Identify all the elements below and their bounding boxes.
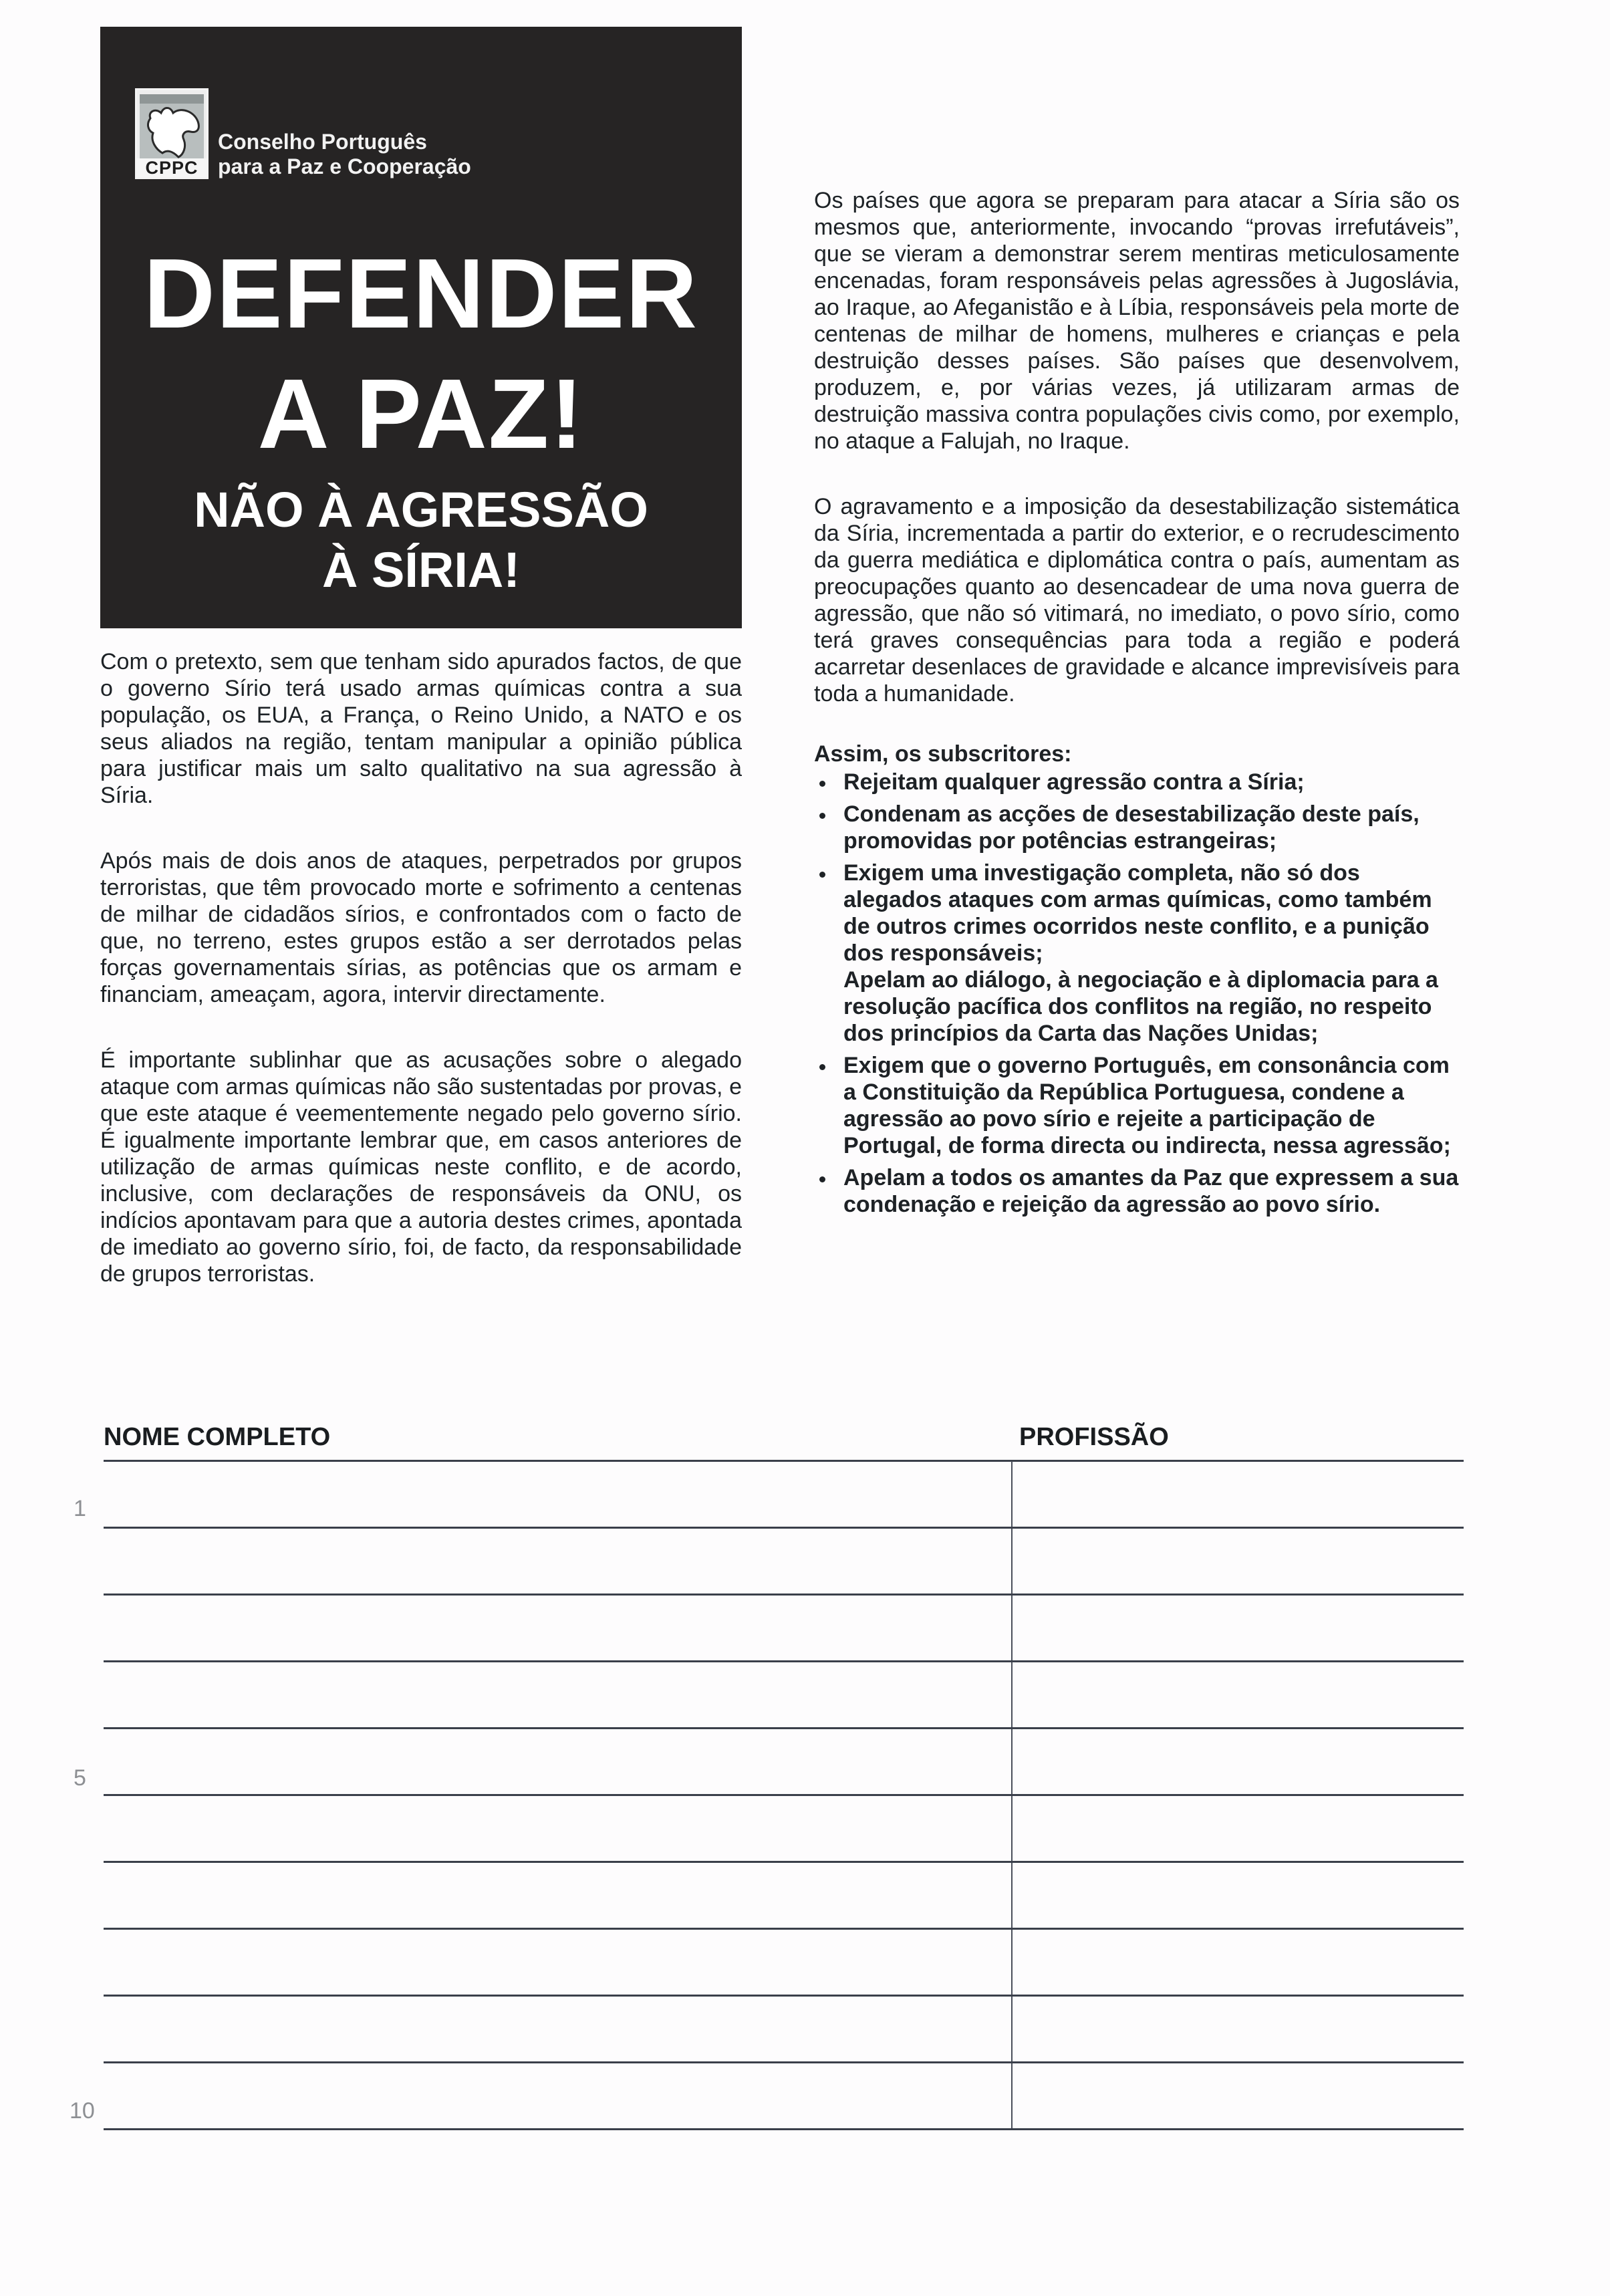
signature-row [104, 1997, 1464, 2061]
demand-item: Rejeitam qualquer agressão contra a Síria; [843, 769, 1460, 795]
profession-field[interactable] [1014, 1662, 1464, 1727]
row-rule [104, 2128, 1464, 2130]
right-column [814, 187, 1460, 1223]
paragraph-destabilization: O agravamento e a imposição da desestabilização sistemática da Síria, incrementada a partir do exterior, e o recrudescimento da guerra mediática e diplomática contra o país, aumentam as preocupações quanto ao desencadear de uma nova guerra de agressão, que não só vitimará, no imediato, o povo sírio, como terá graves consequências para toda a região e poderá acarretar desenlaces de gravidade e alcance imprevisíveis para toda a humanidade. [814, 494, 1460, 707]
org-header [135, 88, 471, 179]
name-field[interactable] [104, 1997, 1011, 2061]
signature-row [104, 1796, 1464, 1861]
signature-row [104, 1462, 1464, 1527]
row-number: 5 [74, 1765, 86, 1791]
logo-abbreviation: CPPC [137, 158, 207, 177]
name-field[interactable] [104, 1529, 1011, 1593]
name-field[interactable] [104, 1796, 1011, 1861]
signature-row [104, 1596, 1464, 1660]
demand-item: Condenam as acções de desestabilização deste país, promovidas por potências estrangeiras; [843, 801, 1460, 854]
paragraph-countries: Os países que agora se preparam para atacar a Síria são os mesmos que, anteriormente, invocando “provas irrefutáveis”, que se vieram a demonstrar serem mentiras meticulosamente encenadas, foram responsáveis pelas agressões à Jugoslávia, ao Iraque, ao Afeganistão e à Líbia, responsáveis pela morte de centenas de milhar de homens, mulheres e crianças e pela destruição desses países. São países que desenvolvem, produzem, e, por várias vezes, já utilizaram armas de destruição massiva contra populações civis como, por exemplo, no ataque a Falujah, no Iraque. [814, 188, 1460, 454]
name-field[interactable] [104, 1662, 1011, 1727]
demand-item: Apelam a todos os amantes da Paz que expressem a sua condenação e rejeição da agressão ao povo sírio. [843, 1165, 1459, 1217]
name-field[interactable] [104, 1930, 1011, 1995]
name-field[interactable] [104, 2063, 1011, 2128]
demand-item: Exigem uma investigação completa, não só dos alegados ataques com armas químicas, como também de outros crimes ocorridos neste conflito, e a punição dos responsáveis; [843, 860, 1460, 967]
title-banner [100, 27, 742, 628]
profession-field[interactable] [1014, 1729, 1464, 1794]
signature-row [104, 1662, 1464, 1727]
signature-row [104, 1529, 1464, 1593]
row-number: 10 [70, 2098, 95, 2124]
profession-field[interactable] [1014, 1997, 1464, 2061]
profession-field[interactable] [1014, 1462, 1464, 1527]
name-field[interactable] [104, 1863, 1011, 1928]
profession-field[interactable] [1014, 1596, 1464, 1660]
paragraph-accusations: É importante sublinhar que as acusações sobre o alegado ataque com armas químicas não são sustentadas por provas, e que este ataque é veementemente negado pelo governo sírio. É igualmente importante lembrar que, em casos anteriores de utilização de armas químicas neste conflito, e de acordo, inclusive, com declarações de responsáveis da ONU, os indícios apontavam para que a autoria destes crimes, apontada de imediato ao governo sírio, foi, de facto, da responsabilidade de grupos terroristas. [100, 1047, 742, 1287]
profession-field[interactable] [1014, 1529, 1464, 1593]
subheadline-line-2: À SÍRIA! [322, 542, 520, 598]
organization-name: Conselho Português para a Paz e Cooperação [218, 130, 471, 178]
demands-list [814, 769, 1460, 1218]
signature-row [104, 2063, 1464, 2128]
signature-row [104, 1930, 1464, 1995]
name-field[interactable] [104, 1729, 1011, 1794]
name-field[interactable] [104, 1596, 1011, 1660]
petition-intro: Assim, os subscritores: [814, 741, 1072, 767]
name-field[interactable] [104, 1462, 1011, 1527]
cppc-logo [135, 88, 209, 179]
demand-item: Apelam ao diálogo, à negociação e à diplomacia para a resolução pacífica dos conflitos na região, no respeito dos princípios da Carta das Nações Unidas; [843, 967, 1438, 1046]
demand-item: Exigem que o governo Português, em consonância com a Constituição da República Portuguesa, condene a agressão ao povo sírio e rejeite a participação de Portugal, de forma directa ou indirecta, nessa agressão; [843, 1052, 1460, 1159]
profession-field[interactable] [1014, 1863, 1464, 1928]
profession-field[interactable] [1014, 2063, 1464, 2128]
dove-icon [141, 100, 203, 161]
paragraph-attacks: Após mais de dois anos de ataques, perpetrados por grupos terroristas, que têm provocado morte e sofrimento a centenas de milhar de cidadãos sírios, e confrontados com o facto de que, no terreno, estes grupos estão a ser derrotados pelas forças governamentais sírias, as potências que os armam e financiam, ameaçam, agora, intervir directamente. [100, 848, 742, 1007]
row-number: 1 [74, 1496, 86, 1521]
paragraph-pretext: Com o pretexto, sem que tenham sido apurados factos, de que o governo Sírio terá usado armas químicas contra a sua população, os EUA, a França, o Reino Unido, a NATO e os seus aliados na região, tentam manipular a opinião pública para justificar mais um salto qualitativo na sua agressão à Síria. [100, 649, 742, 808]
left-column [100, 648, 742, 1326]
column-header-name: NOME COMPLETO [104, 1423, 331, 1451]
profession-field[interactable] [1014, 1796, 1464, 1861]
headline-line-2: A PAZ! [257, 359, 585, 469]
signature-row [104, 1729, 1464, 1794]
subheadline-line-1: NÃO À AGRESSÃO [194, 482, 648, 537]
headline-line-1: DEFENDER [143, 239, 699, 349]
signature-row [104, 1863, 1464, 1928]
profession-field[interactable] [1014, 1930, 1464, 1995]
column-header-profession: PROFISSÃO [1019, 1423, 1169, 1451]
